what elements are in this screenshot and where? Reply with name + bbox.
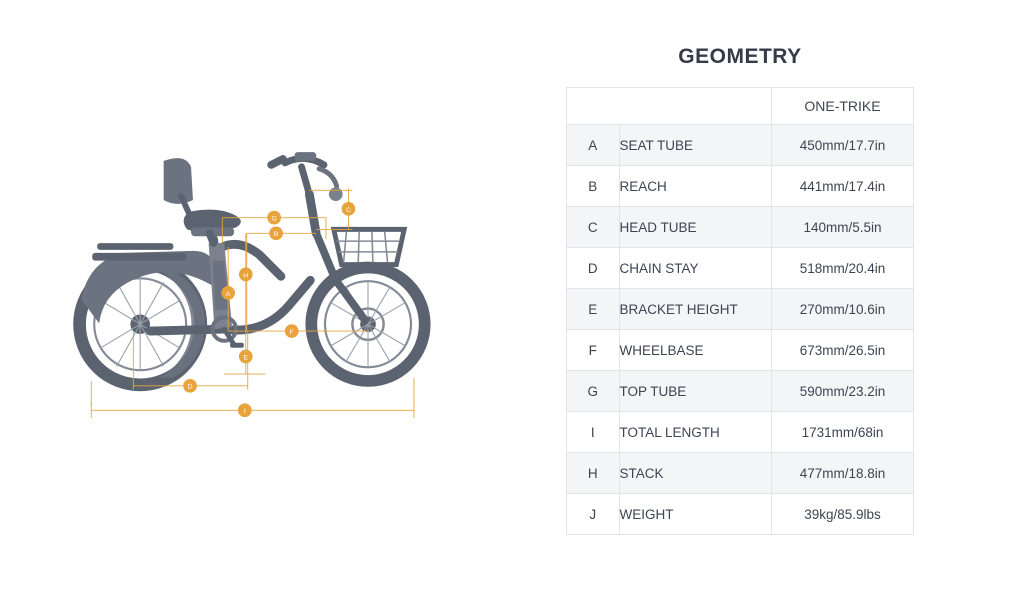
table-row — [567, 248, 914, 289]
row-letter: D — [567, 248, 620, 289]
row-value: 518mm/20.4in — [772, 248, 914, 289]
row-name: TOP TUBE — [619, 371, 772, 412]
table-row — [567, 330, 914, 371]
callout-I — [238, 403, 252, 417]
row-name: WEIGHT — [619, 494, 772, 535]
callout-E — [239, 350, 253, 364]
header-blank-letter — [567, 88, 620, 125]
table-row — [567, 207, 914, 248]
svg-text:E: E — [243, 354, 249, 362]
svg-text:B: B — [273, 231, 279, 239]
row-letter: I — [567, 412, 620, 453]
header-blank-name — [619, 88, 772, 125]
seat-assembly — [164, 158, 241, 243]
row-value: 450mm/17.7in — [772, 125, 914, 166]
row-name: CHAIN STAY — [619, 248, 772, 289]
row-value: 39kg/85.9lbs — [772, 494, 914, 535]
svg-text:G: G — [271, 215, 277, 223]
svg-text:A: A — [225, 290, 231, 298]
page-title: GEOMETRY — [678, 45, 802, 68]
geometry-table — [566, 87, 914, 535]
row-name: HEAD TUBE — [619, 207, 772, 248]
row-letter: B — [567, 166, 620, 207]
callout-A — [221, 286, 235, 300]
front-basket — [334, 229, 404, 264]
table-row — [567, 289, 914, 330]
row-letter: G — [567, 371, 620, 412]
row-letter: C — [567, 207, 620, 248]
row-letter: F — [567, 330, 620, 371]
callout-C — [342, 202, 356, 216]
row-value: 590mm/23.2in — [772, 371, 914, 412]
row-name: SEAT TUBE — [619, 125, 772, 166]
table-header-row — [567, 88, 914, 125]
table-row — [567, 371, 914, 412]
geometry-table-body — [567, 88, 914, 535]
callout-H — [239, 268, 253, 282]
row-value: 140mm/5.5in — [772, 207, 914, 248]
table-row — [567, 125, 914, 166]
callout-B — [269, 226, 283, 240]
row-value: 477mm/18.8in — [772, 453, 914, 494]
callout-D — [183, 379, 197, 393]
callout-F — [285, 324, 299, 338]
table-row — [567, 453, 914, 494]
headlight — [329, 187, 343, 201]
svg-text:H: H — [243, 272, 249, 280]
row-value: 673mm/26.5in — [772, 330, 914, 371]
svg-text:C: C — [345, 206, 351, 214]
header-model: ONE-TRIKE — [772, 88, 914, 125]
front-wheel — [311, 268, 424, 381]
svg-text:D: D — [187, 383, 193, 391]
svg-text:I: I — [243, 408, 246, 416]
row-letter: H — [567, 453, 620, 494]
row-letter: J — [567, 494, 620, 535]
row-letter: A — [567, 125, 620, 166]
row-name: BRACKET HEIGHT — [619, 289, 772, 330]
row-name: WHEELBASE — [619, 330, 772, 371]
row-value: 1731mm/68in — [772, 412, 914, 453]
row-value: 441mm/17.4in — [772, 166, 914, 207]
handlebar — [271, 152, 337, 194]
svg-text:F: F — [289, 329, 294, 336]
row-letter: E — [567, 289, 620, 330]
callout-G — [267, 211, 281, 225]
geometry-panel — [535, 45, 945, 535]
row-name: TOTAL LENGTH — [619, 412, 772, 453]
row-value: 270mm/10.6in — [772, 289, 914, 330]
bike-diagram — [60, 120, 500, 460]
table-row — [567, 166, 914, 207]
table-row — [567, 494, 914, 535]
row-name: REACH — [619, 166, 772, 207]
row-name: STACK — [619, 453, 772, 494]
table-row — [567, 412, 914, 453]
